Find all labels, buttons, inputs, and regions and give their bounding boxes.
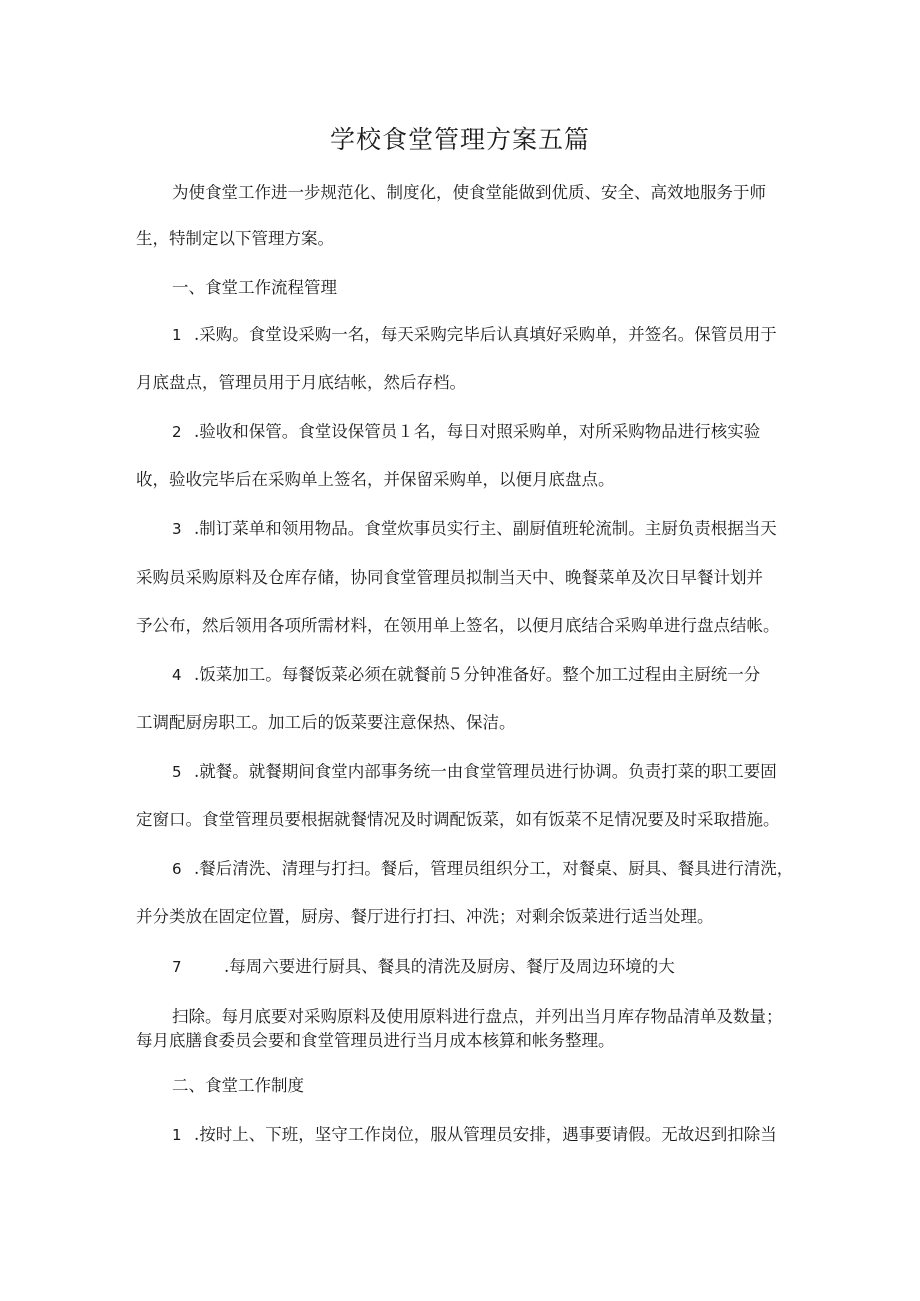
item-number: 2 bbox=[172, 423, 182, 441]
item-continuation: 工调配厨房职工。加工后的饭菜要注意保热、保洁。 bbox=[136, 713, 516, 732]
list-item bbox=[172, 663, 760, 687]
item-text: .验收和保管。食堂设保管员１名，每日对照采购单，对所采购物品进行核实验 bbox=[194, 422, 761, 441]
list-item bbox=[172, 760, 777, 784]
item-text: .餐后清洗、清理与打扫。餐后，管理员组织分工，对餐桌、厨具、餐具进行清洗， bbox=[194, 859, 794, 878]
item-number: 3 bbox=[172, 520, 182, 538]
item-number: 1 bbox=[172, 1126, 182, 1144]
item-text: .按时上、下班，坚守工作岗位，服从管理员安排，遇事要请假。无故迟到扣除当 bbox=[194, 1125, 777, 1144]
list-item bbox=[172, 857, 793, 881]
intro-line-2: 生，特制定以下管理方案。 bbox=[136, 229, 334, 248]
item-text: .就餐。就餐期间食堂内部事务统一由食堂管理员进行协调。负责打菜的职工要固 bbox=[194, 762, 777, 781]
list-item bbox=[172, 323, 777, 347]
list-item bbox=[172, 955, 675, 979]
item-continuation: 予公布，然后领用各项所需材料，在领用单上签名，以便月底结合采购单进行盘点结帐。 bbox=[136, 616, 780, 635]
section-2-heading: 二、食堂工作制度 bbox=[172, 1076, 304, 1095]
item-number: 4 bbox=[172, 666, 182, 684]
item-continuation: 月底盘点，管理员用于月底结帐，然后存档。 bbox=[136, 373, 466, 392]
list-item bbox=[172, 517, 777, 541]
list-item bbox=[172, 1123, 777, 1147]
section-1-heading: 一、食堂工作流程管理 bbox=[172, 278, 337, 297]
item-continuation: 定窗口。食堂管理员要根据就餐情况及时调配饭菜，如有饭菜不足情况要及时采取措施。 bbox=[136, 810, 780, 829]
item-text: .每周六要进行厨具、餐具的清洗及厨房、餐厅及周边环境的大 bbox=[224, 957, 675, 976]
list-item bbox=[172, 420, 760, 444]
item-text: .采购。食堂设采购一名，每天采购完毕后认真填好采购单，并签名。保管员用于 bbox=[194, 325, 777, 344]
document-title: 学校食堂管理方案五篇 bbox=[329, 125, 590, 154]
item-continuation: 扫除。每月底要对采购原料及使用原料进行盘点，并列出当月库存物品清单及数量； bbox=[172, 1007, 783, 1026]
item-continuation: 收，验收完毕后在采购单上签名，并保留采购单，以便月底盘点。 bbox=[136, 470, 615, 489]
intro-line-1: 为使食堂工作进一步规范化、制度化，使食堂能做到优质、安全、高效地服务于师 bbox=[172, 183, 766, 202]
item-continuation: 采购员采购原料及仓库存储，协同食堂管理员拟制当天中、晚餐菜单及次日早餐计划并 bbox=[136, 568, 763, 587]
item-text: .制订菜单和领用物品。食堂炊事员实行主、副厨值班轮流制。主厨负责根据当天 bbox=[194, 519, 777, 538]
item-number: 6 bbox=[172, 860, 182, 878]
item-number: 1 bbox=[172, 326, 182, 344]
item-text: .饭菜加工。每餐饭菜必须在就餐前５分钟准备好。整个加工过程由主厨统一分 bbox=[194, 665, 761, 684]
item-number: 7 bbox=[172, 958, 182, 976]
item-number: 5 bbox=[172, 763, 182, 781]
item-continuation: 每月底膳食委员会要和食堂管理员进行当月成本核算和帐务整理。 bbox=[136, 1031, 615, 1050]
item-continuation: 并分类放在固定位置，厨房、餐厅进行打扫、冲洗；对剩余饭菜进行适当处理。 bbox=[136, 907, 714, 926]
